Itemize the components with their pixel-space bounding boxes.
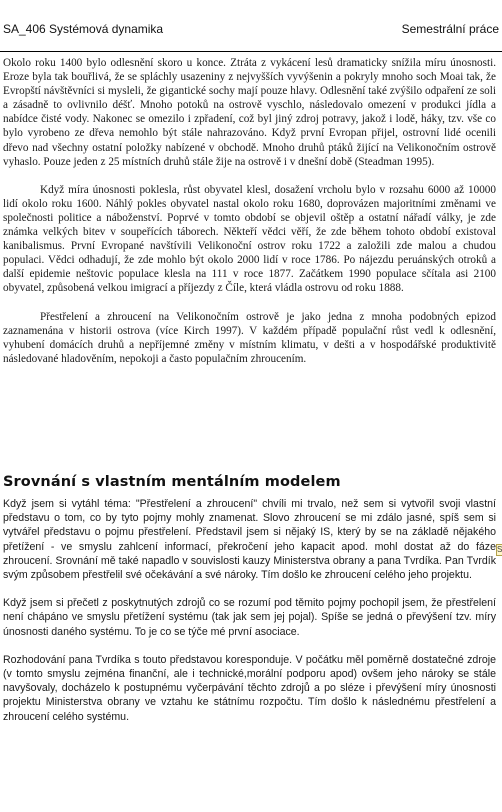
paragraph-population-decline: Když míra únosnosti poklesla, růst obyvatel klesl, dosažení vrcholu bylo v rozsahu 6000 až 10000 lidí okolo roku 1600. Náhlý pokles obyvatel nastal okolo roku 1680, doprovázen majoritními změnami ve společnosti politice a náboženství. Poprvé v tomto období se objevil oštěp a ostatní nářadí války, je zde známka velkých bitev v soupeřících táborech. Někteří vědci věří, že zde během tohoto období existoval kanibalismus. První Evropané navštívili Velikonoční ostrov roku 1722 a založili zde malou a chudou populaci. Vědci odhadují, že zde mohlo být okolo 2000 lidí v roce 1786. Po nájezdu peruánských otroků a další epidemie neštovic populace klesla na 111 v roce 1877. Začátkem 1990 populace sčítala asi 2100 obyvatel, způsobená velkou imigrací a příjezdy z Číle, která vládla ostrovu od roku 1888.	[3, 183, 496, 295]
page-header	[0, 0, 502, 52]
paragraph-overshoot-collapse: Přestřelení a zhroucení na Velikonočním ostrově je jako jedna z mnoha podobných epizod zaznamenána v historii ostrova (více Kirch 1997). V každém případě populační růst vedl k odlesnění, vyhubení domácích druhů a nepříjemné změny v místním klimatu, v dešti a v hospodářské produktivitě následované hladověním, nepokoji a často populačním zhroucením.	[3, 310, 496, 365]
section-paragraph-understanding: Když jsem si přečetl z poskytnutých zdrojů co se rozumí pod těmito pojmy pochopil jsem, že přestřelení není chápáno ve smyslu přetížení systému (tak jak sem jej pojal). Spíše se jedná o převýšení tzv. míry únosnosti daného systému. To je co se týče mé první asociace.	[3, 597, 496, 638]
document-body	[3, 56, 496, 380]
paragraph-deforestation: Okolo roku 1400 bylo odlesnění skoro u konce. Ztráta z vykácení lesů dramaticky snížila míru únosnosti. Eroze byla tak bouřlivá, že se spláchly usazeniny z nejvyšších vyvýšenin a pokryly mnoho soch Moai tak, že Evropští návštěvníci si mysleli, že gigantické sochy mají pouze hlavy. Odlesnění také zvýšilo odpaření ze soli a zásadně to ovlivnilo déšť. Mnoho potoků na ostrově vyschlo, následovalo omezení v produkci jídla a nabídce čisté vody. Nakonec se omezilo i zpřadení, což byl jiný zdroj potravy, jakož i lodě, háky, tzv. vše co bylo vyrobeno ze dřeva nemohlo být stále nahrazováno. Když první Evropan přijel, ostrovní lidé ocenili dřevo nad všechny ostatní položky nabízené v obchodě. Mnoho druhů ptáků žijící na Velikonočním ostrově vyhaslo. Pouze jeden z 25 místních druhů stále žije na ostrově i v dnešní době (Steadman 1995).	[3, 57, 496, 168]
section-paragraph-topic: Když jsem si vytáhl téma: "Přestřelení a zhroucení" chvíli mi trvalo, než sem si vytvořil svoji vlastní představu o tom, co by tyto pojmy mohly znamenat. Slovo zhroucení se mi zdálo jasné, spíš sem si vytvářel představu o pojmu přestřelení. Představil jsem si nějaký IS, který by se na základě nějakého přetížení - ve smyslu zahlcení informací, překročení jeho kapacit apod. mohl dostat až do fáze zhroucení. Srovnání mě také napadlo v souvislosti kauzy Ministerstva obrany a pana Tvrdíka. Pan Tvrdík svým způsobem přestřelil své očekávání a své nároky. Tím došlo ke zhroucení celého jeho projektu.	[3, 498, 496, 582]
course-code-label: SA_406 Systémová dynamika	[3, 22, 164, 36]
document-type-label: Semestrální práce	[401, 22, 499, 36]
section-body	[3, 497, 496, 738]
section-paragraph-tvrdik: Rozhodování pana Tvrdíka s touto představou koresponduje. V počátku měl poměrně dostatečné zdroje (v tomto smyslu zejména finanční, ale i technické,morální podporu apod) ovšem jeho nároky se stále navyšovaly, docházelo k postupnému vyčerpávání těchto zdrojů a po sléze i převýšení míry únosnosti projektu Ministerstva obrany ve vztahu ke státnímu rozpočtu. Tím došlo k následnému přestřelení a zhroucení celého systému.	[3, 653, 496, 723]
margin-comment-marker[interactable]: S	[497, 545, 502, 554]
section-heading: Srovnání s vlastním mentálním modelem	[3, 474, 341, 490]
